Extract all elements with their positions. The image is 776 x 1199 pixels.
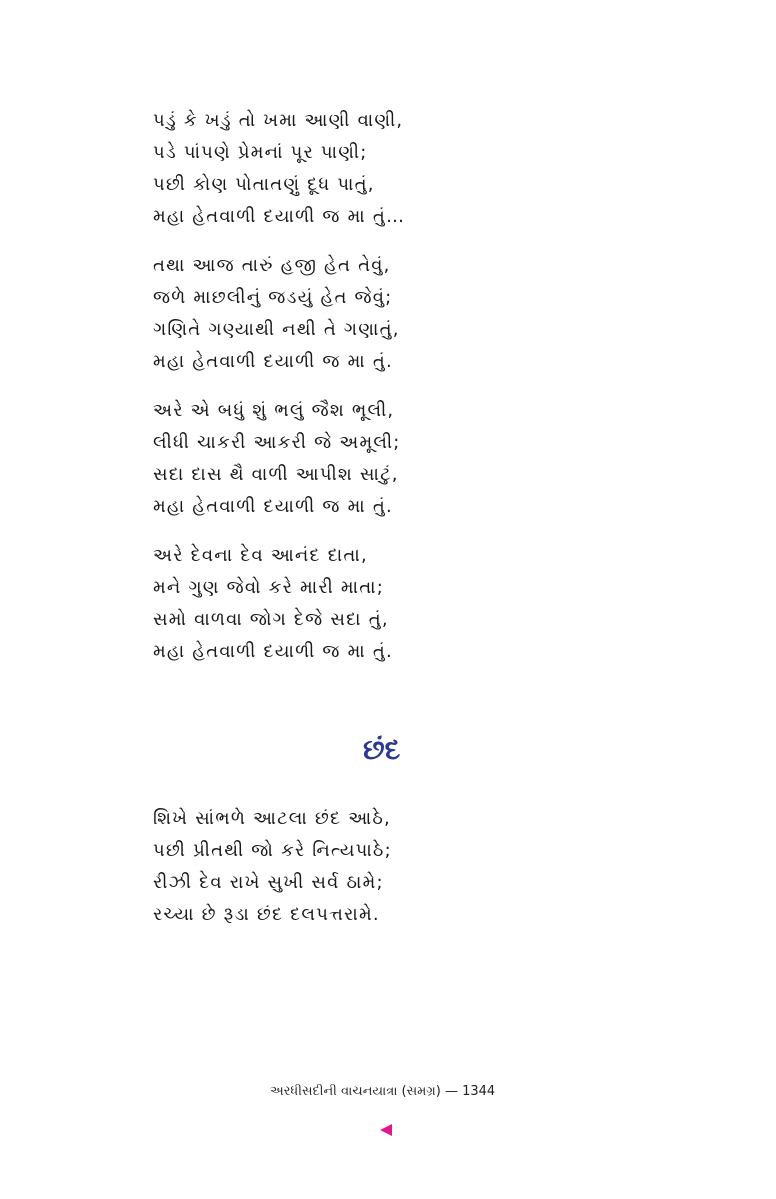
poem-line: શિખે સાંભળે આટલા છંદ આઠે, (153, 808, 391, 829)
poem-line: પછી કોણ પોતાતણું દૂધ પાતું, (153, 174, 375, 195)
poem-line: પડું કે ખડું તો ખમા આણી વાણી, (153, 110, 404, 131)
poem-line: પડે પાંપણે પ્રેમનાં પૂર પાણી; (153, 142, 368, 163)
poem-stanza-1 (153, 105, 513, 233)
poem-line: રચ્યા છે રૂડા છંદ દલપત્તરામે. (153, 904, 380, 925)
section-heading: છંદ (363, 733, 401, 766)
poem-stanza-3 (153, 395, 513, 523)
poem-line: મને ગુણ જેવો કરે મારી માતા; (153, 577, 385, 598)
chhand-stanza (153, 803, 513, 931)
poem-stanza-2 (153, 250, 513, 378)
poem-line: અરે દેવના દેવ આનંદ દાતા, (153, 545, 368, 566)
poem-line: મહા હેતવાળી દયાળી જ મા તું… (153, 206, 406, 227)
poem-stanza-4 (153, 540, 513, 668)
poem-line: પછી પ્રીતથી જો કરે નિત્યપાઠે; (153, 840, 392, 861)
page-footer: અરધીસદીની વાચનયાત્રા (સમગ્ર) — 1344 (270, 1084, 496, 1099)
poem-line: અરે એ બધું શું ભલું જૈશ ભૂલી, (153, 400, 395, 421)
previous-page-icon[interactable] (380, 1124, 392, 1136)
poem-line: સમો વાળવા જોગ દેજે સદા તું, (153, 609, 389, 630)
poem-line: મહા હેતવાળી દયાળી જ મા તું. (153, 641, 393, 662)
poem-line: સદા દાસ થૈ વાળી આપીશ સાટું, (153, 464, 399, 485)
poem-line: મહા હેતવાળી દયાળી જ મા તું. (153, 351, 393, 372)
poem-line: રીઝી દેવ રાખે સુખી સર્વ ઠામે; (153, 872, 384, 893)
poem-line: ગણિતે ગણ્યાથી નથી તે ગણાતું, (153, 319, 400, 340)
poem-line: મહા હેતવાળી દયાળી જ મા તું. (153, 496, 393, 517)
poem-line: જળે માછલીનું જડયું હેત જેવું; (153, 287, 393, 308)
poem-line: તથા આજ તારું હજી હેત તેવું, (153, 255, 391, 276)
poem-line: લીધી ચાકરી આકરી જે અમૂલી; (153, 432, 401, 453)
